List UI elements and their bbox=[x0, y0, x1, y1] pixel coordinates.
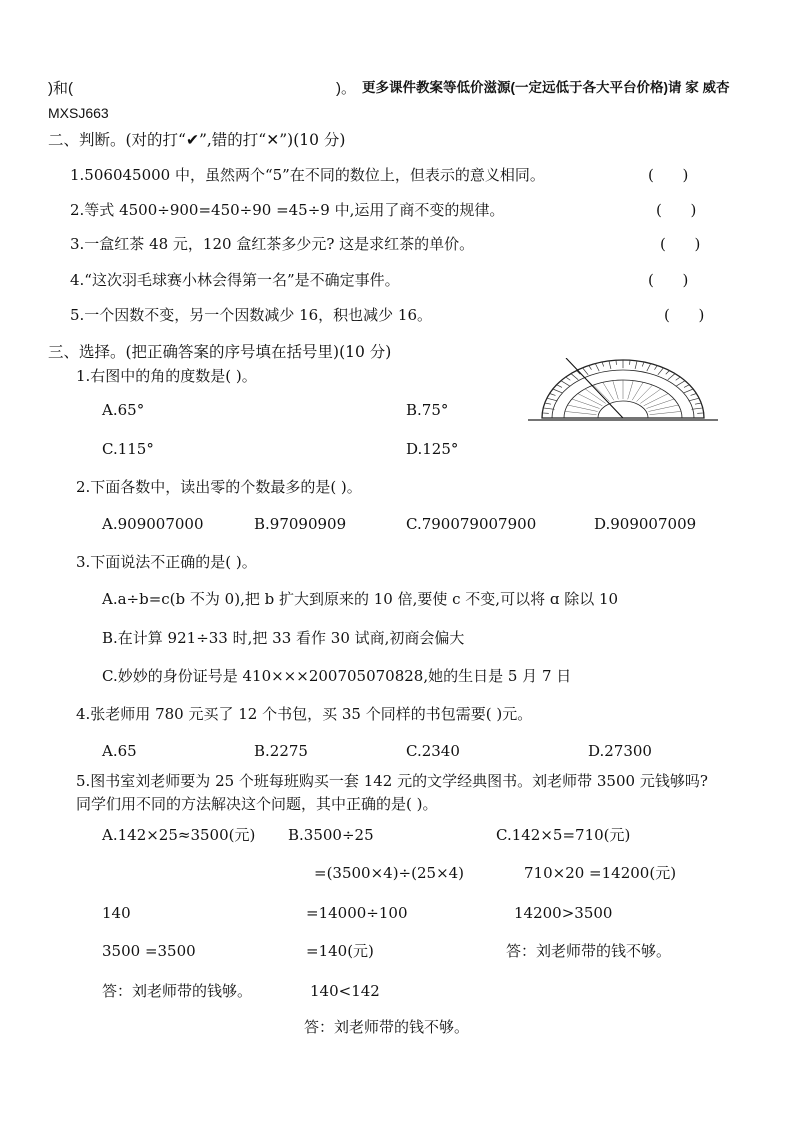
choice-q4-option-c[interactable]: C.2340 bbox=[406, 742, 460, 760]
header-code: MXSJ663 bbox=[48, 105, 109, 121]
section2-title: 二、判断。(对的打“✔”,错的打“✕”)(10 分) bbox=[48, 131, 346, 149]
choice-q2-option-c[interactable]: C.790079007900 bbox=[406, 515, 537, 533]
choice-q5-option-c-line1[interactable]: C.142×5=710(元) bbox=[496, 826, 631, 844]
choice-q1-option-d[interactable]: D.125° bbox=[406, 440, 459, 458]
judge-item-1: 1.506045000 中，虽然两个“5”在不同的数位上，但表示的意义相同。 bbox=[70, 166, 545, 184]
choice-q5-option-b-answer: 答：刘老师带的钱不够。 bbox=[304, 1018, 470, 1036]
choice-q5-option-a-line3: 3500 =3500 bbox=[102, 942, 196, 960]
choice-q1-option-c[interactable]: C.115° bbox=[102, 440, 154, 458]
choice-q1-stem: 1.右图中的角的度数是( )。 bbox=[76, 367, 257, 385]
protractor-figure bbox=[528, 358, 718, 424]
judge-item-5: 5.一个因数不变，另一个因数减少 16，积也减少 16。 bbox=[70, 306, 433, 324]
choice-q1-option-a[interactable]: A.65° bbox=[102, 401, 145, 419]
choice-q5-option-a-line2: 140 bbox=[102, 904, 131, 922]
choice-q2-option-b[interactable]: B.97090909 bbox=[254, 515, 347, 533]
section3-title: 三、选择。(把正确答案的序号填在括号里)(10 分) bbox=[48, 343, 392, 361]
judge-answer-blank-5[interactable]: ( ) bbox=[664, 306, 705, 324]
choice-q5-stem-line2: 同学们用不同的方法解决这个问题，其中正确的是( )。 bbox=[76, 795, 438, 813]
choice-q4-option-b[interactable]: B.2275 bbox=[254, 742, 308, 760]
choice-q3-option-c[interactable]: C.妙妙的身份证号是 410×××200705070828,她的生日是 5 月 7 日 bbox=[102, 667, 572, 685]
choice-q5-stem-line1: 5.图书室刘老师要为 25 个班每班购买一套 142 元的文学经典图书。刘老师带 3500 元钱够吗? bbox=[76, 772, 708, 790]
choice-q5-option-c-line3: 14200>3500 bbox=[514, 904, 613, 922]
judge-answer-blank-1[interactable]: ( ) bbox=[648, 166, 689, 184]
choice-q5-option-a-answer: 答：刘老师带的钱够。 bbox=[102, 982, 253, 1000]
choice-q4-option-d[interactable]: D.27300 bbox=[588, 742, 652, 760]
choice-q5-option-c-line2: 710×20 =14200(元) bbox=[524, 864, 677, 882]
judge-item-2: 2.等式 4500÷900=450÷90 =45÷9 中,运用了商不变的规律。 bbox=[70, 201, 505, 219]
choice-q1-option-b[interactable]: B.75° bbox=[406, 401, 449, 419]
judge-item-3: 3.一盒红茶 48 元，120 盒红茶多少元? 这是求红茶的单价。 bbox=[70, 235, 475, 253]
choice-q2-option-a[interactable]: A.909007000 bbox=[102, 515, 204, 533]
choice-q3-option-a[interactable]: A.a÷b=c(b 不为 0),把 b 扩大到原来的 10 倍,要使 c 不变,可以将 ɑ 除以 10 bbox=[102, 590, 619, 608]
choice-q5-option-a-line1[interactable]: A.142×25≈3500(元) bbox=[102, 826, 256, 844]
header-fragment-paren: )。 bbox=[336, 80, 356, 97]
choice-q2-option-d[interactable]: D.909007009 bbox=[594, 515, 697, 533]
header-fragment-left: )和( bbox=[48, 80, 73, 97]
choice-q5-option-b-line1[interactable]: B.3500÷25 bbox=[288, 826, 374, 844]
choice-q5-option-c-answer: 答：刘老师带的钱不够。 bbox=[506, 942, 672, 960]
choice-q4-option-a[interactable]: A.65 bbox=[102, 742, 137, 760]
choice-q4-stem: 4.张老师用 780 元买了 12 个书包，买 35 个同样的书包需要( )元。 bbox=[76, 705, 533, 723]
header-ad-text: 更多课件教案等低价滋源(一定远低于各大平台价格)请 家 威杏 bbox=[362, 80, 730, 95]
choice-q5-option-b-line5: 140<142 bbox=[310, 982, 380, 1000]
choice-q5-option-b-line3: =14000÷100 bbox=[306, 904, 408, 922]
judge-answer-blank-3[interactable]: ( ) bbox=[660, 235, 701, 253]
choice-q3-stem: 3.下面说法不正确的是( )。 bbox=[76, 553, 257, 571]
judge-answer-blank-4[interactable]: ( ) bbox=[648, 271, 689, 289]
choice-q5-option-b-line4: =140(元) bbox=[306, 942, 374, 960]
choice-q3-option-b[interactable]: B.在计算 921÷33 时,把 33 看作 30 试商,初商会偏大 bbox=[102, 629, 465, 647]
choice-q2-stem: 2.下面各数中，读出零的个数最多的是( )。 bbox=[76, 478, 362, 496]
choice-q5-option-b-line2: =(3500×4)÷(25×4) bbox=[314, 864, 465, 882]
judge-item-4: 4.“这次羽毛球赛小林会得第一名”是不确定事件。 bbox=[70, 271, 400, 289]
judge-answer-blank-2[interactable]: ( ) bbox=[656, 201, 697, 219]
